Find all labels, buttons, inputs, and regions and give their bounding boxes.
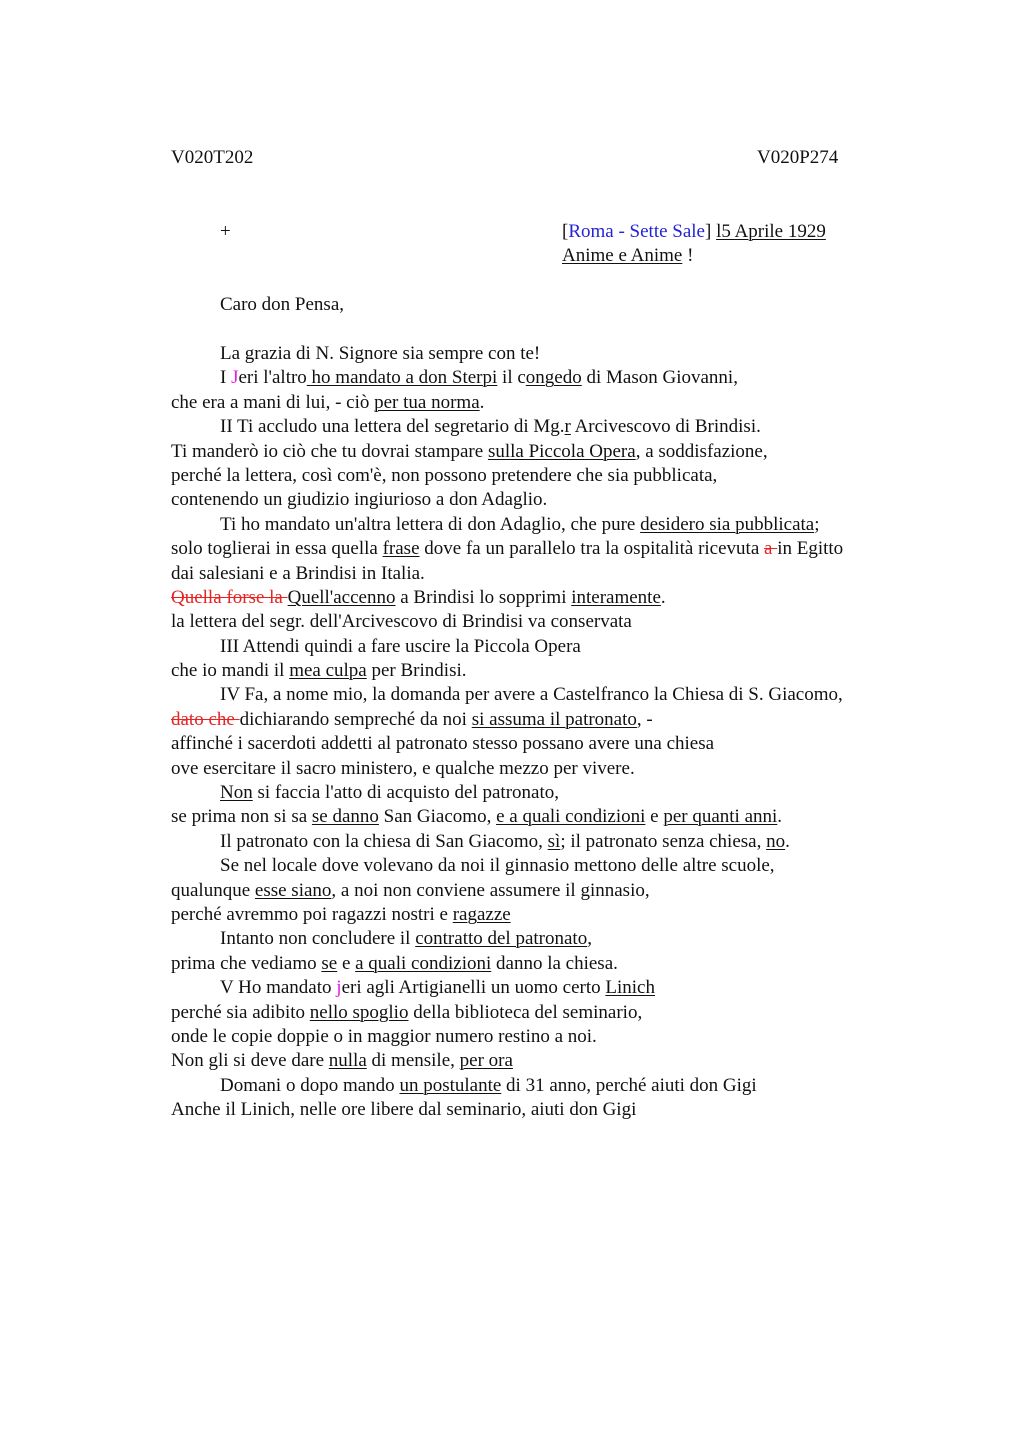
text-run: ; [814, 513, 820, 535]
text-run: della biblioteca del seminario, [408, 1001, 643, 1023]
text-line [171, 537, 931, 561]
text-run: III Attendi quindi a fare uscire la Piccola Opera [220, 635, 581, 657]
motto: Anime e Anime [562, 245, 683, 266]
text-run: che era a mani di lui, - ciò [171, 391, 375, 413]
text-run: Arcivescovo di Brindisi. [570, 416, 761, 438]
text-run: I [220, 367, 232, 389]
text-run: . [660, 586, 666, 608]
text-run: di 31 anno, perché aiuti don Gigi [501, 1074, 757, 1096]
text-line [171, 635, 931, 659]
text-run: danno la chiesa. [491, 952, 618, 974]
bracket-open: [ [562, 221, 569, 242]
text-line [171, 1049, 931, 1073]
text-line [171, 1001, 931, 1025]
text-run: Intanto non concludere il [220, 928, 416, 950]
text-run: eri agli Artigianelli un uomo certo [341, 977, 606, 999]
text-run: San Giacomo, [378, 806, 497, 828]
text-run: perché avremmo poi ragazzi nostri e [171, 903, 453, 925]
underlined-text: frase [382, 538, 420, 560]
text-line [171, 830, 931, 854]
text-run: La grazia di N. Signore sia sempre con te! [220, 343, 541, 364]
letter-body [171, 342, 931, 1123]
text-run: e [337, 952, 356, 974]
struck-text: dato che [171, 708, 240, 730]
bracket-close: ] [705, 221, 712, 242]
text-line [171, 391, 931, 415]
text-run: Non gli si deve dare [171, 1050, 329, 1072]
text-line [171, 927, 931, 951]
text-line [171, 854, 931, 878]
text-run: il c [497, 367, 526, 389]
text-line [171, 708, 931, 732]
underlined-text: e a quali condizioni [496, 806, 646, 828]
text-run: IV Fa, a nome mio, la domanda per avere a Castelfranco la Chiesa di S. Giacomo, [220, 684, 843, 706]
text-run: qualunque [171, 879, 255, 901]
text-run: Domani o dopo mando [220, 1074, 400, 1096]
text-run: di Mason Giovanni, [581, 367, 738, 389]
underlined-text: Non [220, 782, 253, 804]
underlined-text: per quanti anni [663, 806, 778, 828]
text-run: a Brindisi lo sopprimi [395, 586, 572, 608]
underlined-text: nulla [328, 1050, 367, 1072]
motto-end: ! [682, 245, 694, 266]
text-run: in Egitto [777, 538, 844, 560]
text-run: dove fa un parallelo tra la ospitalità ricevuta [419, 538, 765, 560]
underlined-text: nello spoglio [309, 1001, 409, 1023]
text-line [171, 464, 931, 488]
text-run: dai salesiani e a Brindisi in Italia. [171, 562, 425, 584]
place-name: Roma - Sette Sale [568, 221, 705, 242]
underlined-text: Linich [605, 977, 655, 999]
text-run: e [645, 806, 664, 828]
text-line [171, 1098, 931, 1122]
text-run: se prima non si sa [171, 806, 312, 828]
underlined-text: no [766, 830, 786, 852]
text-run: Se nel locale dove volevano da noi il ginnasio mettono delle altre scuole, [220, 855, 775, 877]
text-line [171, 586, 931, 610]
cross-symbol: + [220, 221, 231, 242]
text-line [171, 513, 931, 537]
text-run: , [587, 928, 592, 950]
text-run: perché la lettera, così com'è, non possono pretendere che sia pubblicata, [171, 464, 718, 486]
text-run: dichiarando sempreché da noi [239, 708, 472, 730]
underlined-text: interamente [571, 586, 661, 608]
text-line [171, 659, 931, 683]
underlined-text: si assuma il patronato [471, 708, 637, 730]
text-line [171, 732, 931, 756]
text-run: di mensile, [366, 1050, 460, 1072]
struck-text: a [764, 538, 778, 560]
text-line [171, 781, 931, 805]
underlined-text: sulla Piccola Opera [487, 440, 636, 462]
text-run: ove esercitare il sacro ministero, e qualche mezzo per vivere. [171, 757, 635, 779]
text-run: che io mandi il [171, 660, 290, 682]
text-line [171, 879, 931, 903]
salutation: Caro don Pensa, [220, 294, 345, 315]
highlighted-letter: j [336, 977, 342, 999]
text-line [171, 976, 931, 1000]
text-run: contenendo un giudizio ingiurioso a don Adaglio. [171, 489, 548, 511]
underlined-text: Quell'accenno [287, 586, 396, 608]
text-run: , - [636, 708, 653, 730]
text-line [171, 1025, 931, 1049]
text-line [171, 488, 931, 512]
underlined-text: ragazze [452, 903, 511, 925]
text-run: . [777, 806, 783, 828]
text-run: si faccia l'atto di acquisto del patronato, [252, 782, 559, 804]
text-run: Anche il Linich, nelle ore libere dal seminario, aiuti don Gigi [171, 1099, 637, 1121]
text-run: prima che vediamo [171, 952, 322, 974]
text-run: eri l'altro [238, 367, 307, 389]
underlined-text: desidero sia pubblicata [640, 513, 815, 535]
text-run: per Brindisi. [366, 660, 467, 682]
text-run: la lettera del segr. dell'Arcivescovo di Brindisi va conservata [171, 611, 632, 633]
text-run: affinché i sacerdoti addetti al patronato stesso possano avere una chiesa [171, 733, 715, 755]
underlined-text: r [564, 416, 571, 438]
underlined-text: esse siano [254, 879, 332, 901]
text-line [171, 805, 931, 829]
place-date-line [562, 220, 826, 244]
header-right-code: V020P274 [757, 147, 839, 168]
text-line [171, 610, 931, 634]
text-line [171, 1074, 931, 1098]
text-line [171, 440, 931, 464]
underlined-text: ongedo [525, 367, 582, 389]
underlined-text: a quali condizioni [355, 952, 492, 974]
underlined-text: per ora [459, 1050, 513, 1072]
text-run: Il patronato con la chiesa di San Giacomo, [220, 830, 548, 852]
struck-text: Quella forse la [171, 586, 288, 608]
underlined-text: un postulante [399, 1074, 502, 1096]
text-run: ; il patronato senza chiesa, [560, 830, 767, 852]
underlined-text: sì [547, 830, 561, 852]
text-run: onde le copie doppie o in maggior numero restino a noi. [171, 1025, 597, 1047]
header-left-code: V020T202 [171, 147, 254, 168]
underlined-text: ho mandato a don Sterpi [306, 367, 498, 389]
text-run: . [479, 391, 485, 413]
text-run: solo toglierai in essa quella [171, 538, 383, 560]
underlined-text: se danno [311, 806, 379, 828]
text-run: Ti ho mandato un'altra lettera di don Adaglio, che pure [220, 513, 641, 535]
text-run: II Ti accludo una lettera del segretario di Mg. [220, 416, 565, 438]
text-line [171, 562, 931, 586]
underlined-text: contratto del patronato [415, 928, 588, 950]
highlighted-letter: J [231, 367, 239, 389]
text-run: Ti manderò io ciò che tu dovrai stampare [171, 440, 488, 462]
text-line [171, 366, 931, 390]
text-line [171, 342, 931, 366]
text-run: . [785, 830, 790, 852]
text-run: , a soddisfazione, [635, 440, 768, 462]
motto-line [562, 244, 693, 268]
letter-date: l5 Aprile 1929 [716, 221, 826, 242]
underlined-text: mea culpa [289, 660, 367, 682]
text-line [171, 903, 931, 927]
underlined-text: per tua norma [374, 391, 480, 413]
underlined-text: se [321, 952, 338, 974]
text-run: V Ho mandato [220, 977, 337, 999]
text-line [171, 757, 931, 781]
text-run: perché sia adibito [171, 1001, 310, 1023]
text-run: , a noi non conviene assumere il ginnasio, [331, 879, 650, 901]
text-line [171, 683, 931, 707]
text-line [171, 415, 931, 439]
text-line [171, 952, 931, 976]
